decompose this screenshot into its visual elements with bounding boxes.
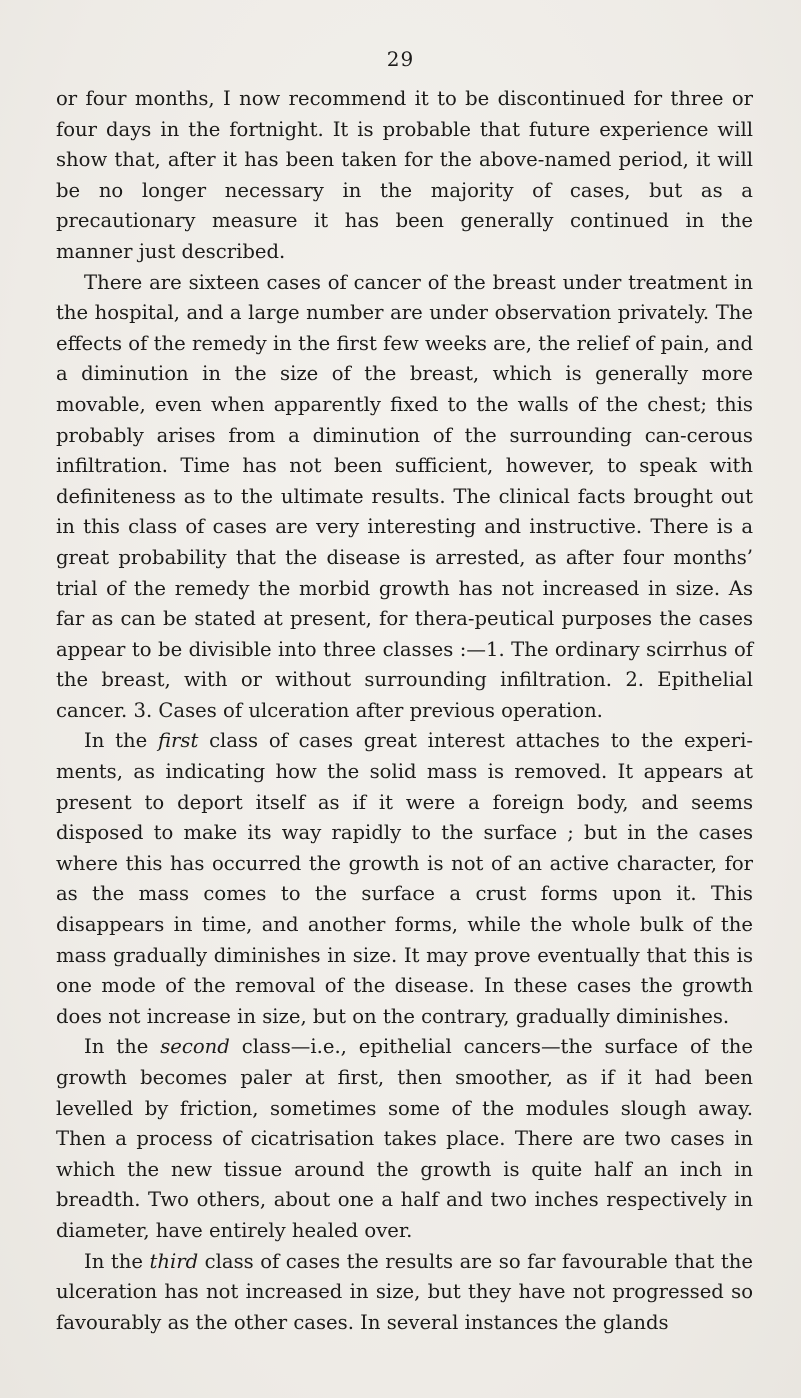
emphasis-third: third (149, 1249, 199, 1273)
paragraph-second-class-lead: In the (84, 1035, 161, 1059)
paragraph-third-class-lead: In the (84, 1249, 150, 1273)
paragraph-first-class-body: class of cases great interest attaches to the experi-ments, as indicating how the solid mass is removed. It appears at present to deport itself as if it were a foreign body, and seems disposed to make its way rapidly to the surface ; but in the cases where this has occurred the growth is not of an active character, for as the mass comes to the surface a crust forms upon it. This disappears in time, and another forms, while the whole bulk of the mass gradually diminishes in size. It may prove eventually that this is one mode of the removal of the disease. In these cases the growth does not increase in size, but on the contrary, gradually diminishes. (56, 729, 753, 1028)
paragraph-continuation: or four months, I now recommend it to be discontinued for three or four days in the fortnight. It is probable that future experience will show that, after it has been taken for the above-named period, it will be no longer necessary in the majority of cases, but as a precautionary measure it has been generally continued in the manner just described. (56, 87, 753, 263)
emphasis-first: first (157, 729, 199, 753)
paragraph-second-class-body: class—i.e., epithelial cancers—the surface of the growth becomes paler at first, then smoother, as if it had been levelled by friction, sometimes some of the modules slough away. Then a process of cicatrisation takes place. There are two cases in which the new tissue around the growth is quite half an inch in breadth. Two others, about one a half and two inches respectively in diameter, have entirely healed over. (56, 1035, 753, 1242)
paragraph-first-class-lead: In the (84, 729, 158, 753)
body-text (56, 84, 753, 1338)
paragraph-second-class (56, 1032, 753, 1246)
paragraph-first-class (56, 726, 753, 1032)
emphasis-second: second (160, 1035, 230, 1059)
paragraph-breast-cancer-cases: There are sixteen cases of cancer of the breast under treatment in the hospital, and a large number are under observation privately. The effects of the remedy in the first few weeks are, the relief of pain, and a diminution in the size of the breast, which is generally more movable, even when apparently fixed to the walls of the chest; this probably arises from a diminution of the surrounding can-cerous infiltration. Time has not been sufficient, however, to speak with definiteness as to the ultimate results. The clinical facts brought out in this class of cases are very interesting and instructive. There is a great probability that the disease is arrested, as after four months’ trial of the remedy the morbid growth has not increased in size. As far as can be stated at present, for thera-peutical purposes the cases appear to be divisible into three classes :—1. The ordinary scirrhus of the breast, with or without surrounding infiltration. 2. Epithelial cancer. 3. Cases of ulceration after previous operation. (56, 270, 753, 722)
page-number: 29 (386, 47, 415, 71)
paragraph-third-class-body: class of cases the results are so far favourable that the ulceration has not increased in size, but they have not progressed so favourably as the other cases. In several instances the glands (56, 1249, 753, 1334)
paragraph-third-class (56, 1247, 753, 1339)
